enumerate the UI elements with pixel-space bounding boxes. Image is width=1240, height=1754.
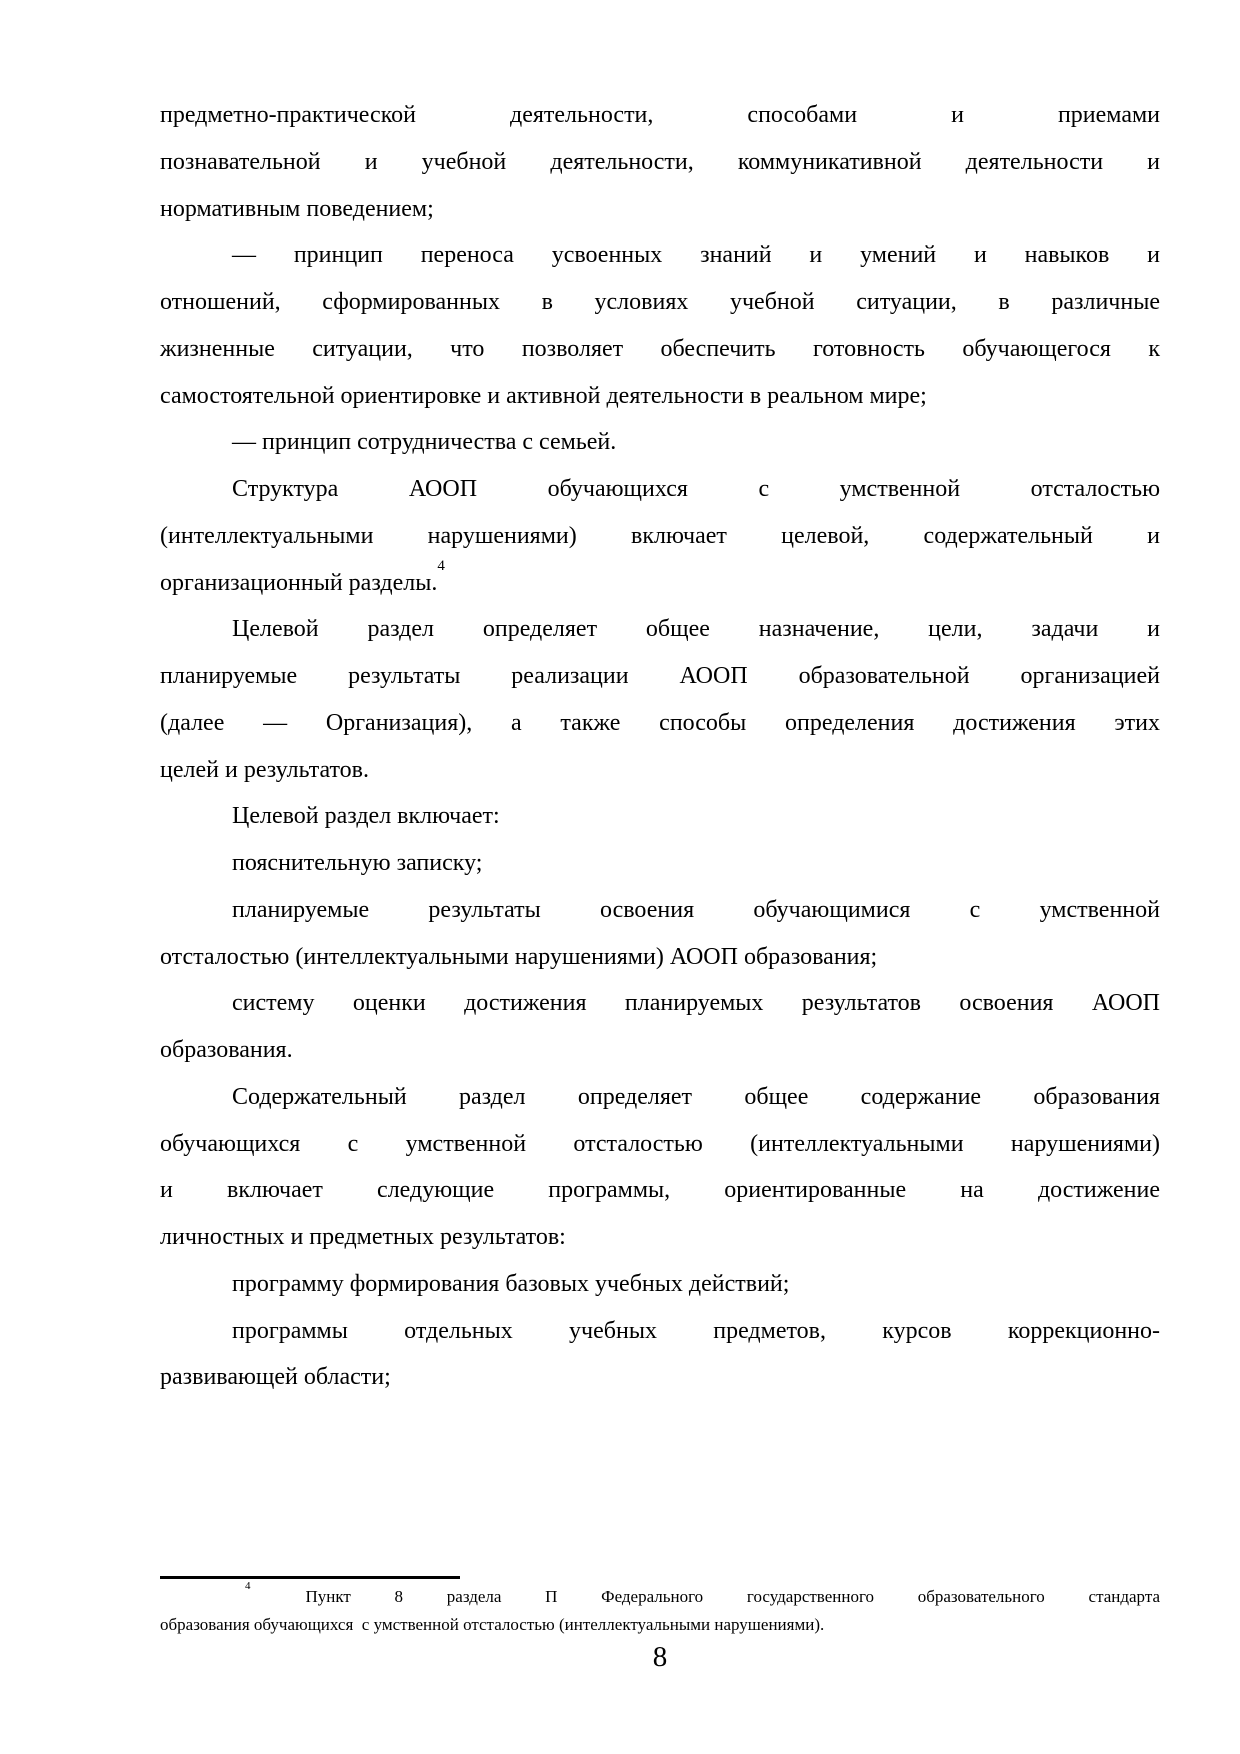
text-line: Содержательный раздел определяет общее содержание образования <box>232 1083 1160 1110</box>
text-line: систему оценки достижения планируемых результатов освоения АООП <box>232 990 1160 1017</box>
paragraph <box>160 793 1160 840</box>
paragraph <box>160 419 1160 466</box>
text-line: нормативным поведением; <box>160 195 434 222</box>
text-line: Целевой раздел включает: <box>232 803 500 830</box>
text-line: познавательной и учебной деятельности, коммуникативной деятельности и <box>160 148 1160 175</box>
paragraph <box>160 840 1160 887</box>
text-line: (далее — Организация), а также способы определения достижения этих <box>160 709 1160 736</box>
text-line: образования. <box>160 1037 293 1063</box>
footnote-separator <box>160 1576 460 1579</box>
paragraph <box>160 980 1160 1074</box>
text-line: отсталостью (интеллектуальными нарушениями) АООП образования; <box>160 943 878 970</box>
text-line: личностных и предметных результатов: <box>160 1224 566 1250</box>
paragraph <box>160 466 1160 606</box>
paragraph <box>160 887 1160 981</box>
footnote-line-2: образования обучающихся с умственной отсталостью (интеллектуальными нарушениями). <box>160 1614 825 1634</box>
text-line: — принцип переноса усвоенных знаний и умений и навыков и <box>232 242 1160 269</box>
text-line: развивающей области; <box>160 1364 391 1391</box>
footnote-text-part-1: Пункт 8 раздела П Федерального государственного образовательного стандарта <box>305 1587 1160 1606</box>
paragraph <box>160 1308 1160 1402</box>
text-line: самостоятельной ориентировке и активной деятельности в реальном мире; <box>160 382 927 409</box>
footnote-reference: 4 <box>437 557 445 574</box>
text-line: целей и результатов. <box>160 756 370 783</box>
text-line: планируемые результаты реализации АООП образовательной организацией <box>160 663 1160 689</box>
text-line: обучающихся с умственной отсталостью (интеллектуальными нарушениями) <box>160 1130 1160 1157</box>
text-line: программу формирования базовых учебных действий; <box>232 1270 790 1297</box>
page-number: 8 <box>652 1641 668 1673</box>
text-line: Целевой раздел определяет общее назначение, цели, задачи и <box>232 616 1160 643</box>
text-line: Структура АООП обучающихся с умственной отсталостью <box>232 476 1160 502</box>
text-line: и включает следующие программы, ориентированные на достижение <box>160 1177 1160 1204</box>
text-line: отношений, сформированных в условиях учебной ситуации, в различные <box>160 289 1160 315</box>
text-line: — принцип сотрудничества с семьей. <box>232 429 617 456</box>
text-line: пояснительную записку; <box>232 850 483 876</box>
text-line: (интеллектуальными нарушениями) включает целевой, содержательный и <box>160 522 1160 549</box>
document-body <box>160 92 1160 1401</box>
footnote-area <box>160 1580 1160 1638</box>
paragraph <box>160 92 1160 232</box>
paragraph <box>160 1261 1160 1308</box>
text-line: организационный разделы.$^4$ <box>160 557 445 596</box>
paragraph <box>160 232 1160 419</box>
text-line: предметно-практической деятельности, способами и приемами <box>160 102 1160 128</box>
text-line: планируемые результаты освоения обучающимися с умственной <box>232 896 1160 923</box>
footnote-line-1 <box>160 1580 1160 1611</box>
footnote-marker: 4 <box>245 1580 251 1593</box>
paragraph <box>160 606 1160 793</box>
paragraph <box>160 1074 1160 1261</box>
text-line: программы отдельных учебных предметов, курсов коррекционно- <box>232 1317 1160 1344</box>
text-line: жизненные ситуации, что позволяет обеспечить готовность обучающегося к <box>160 335 1160 362</box>
